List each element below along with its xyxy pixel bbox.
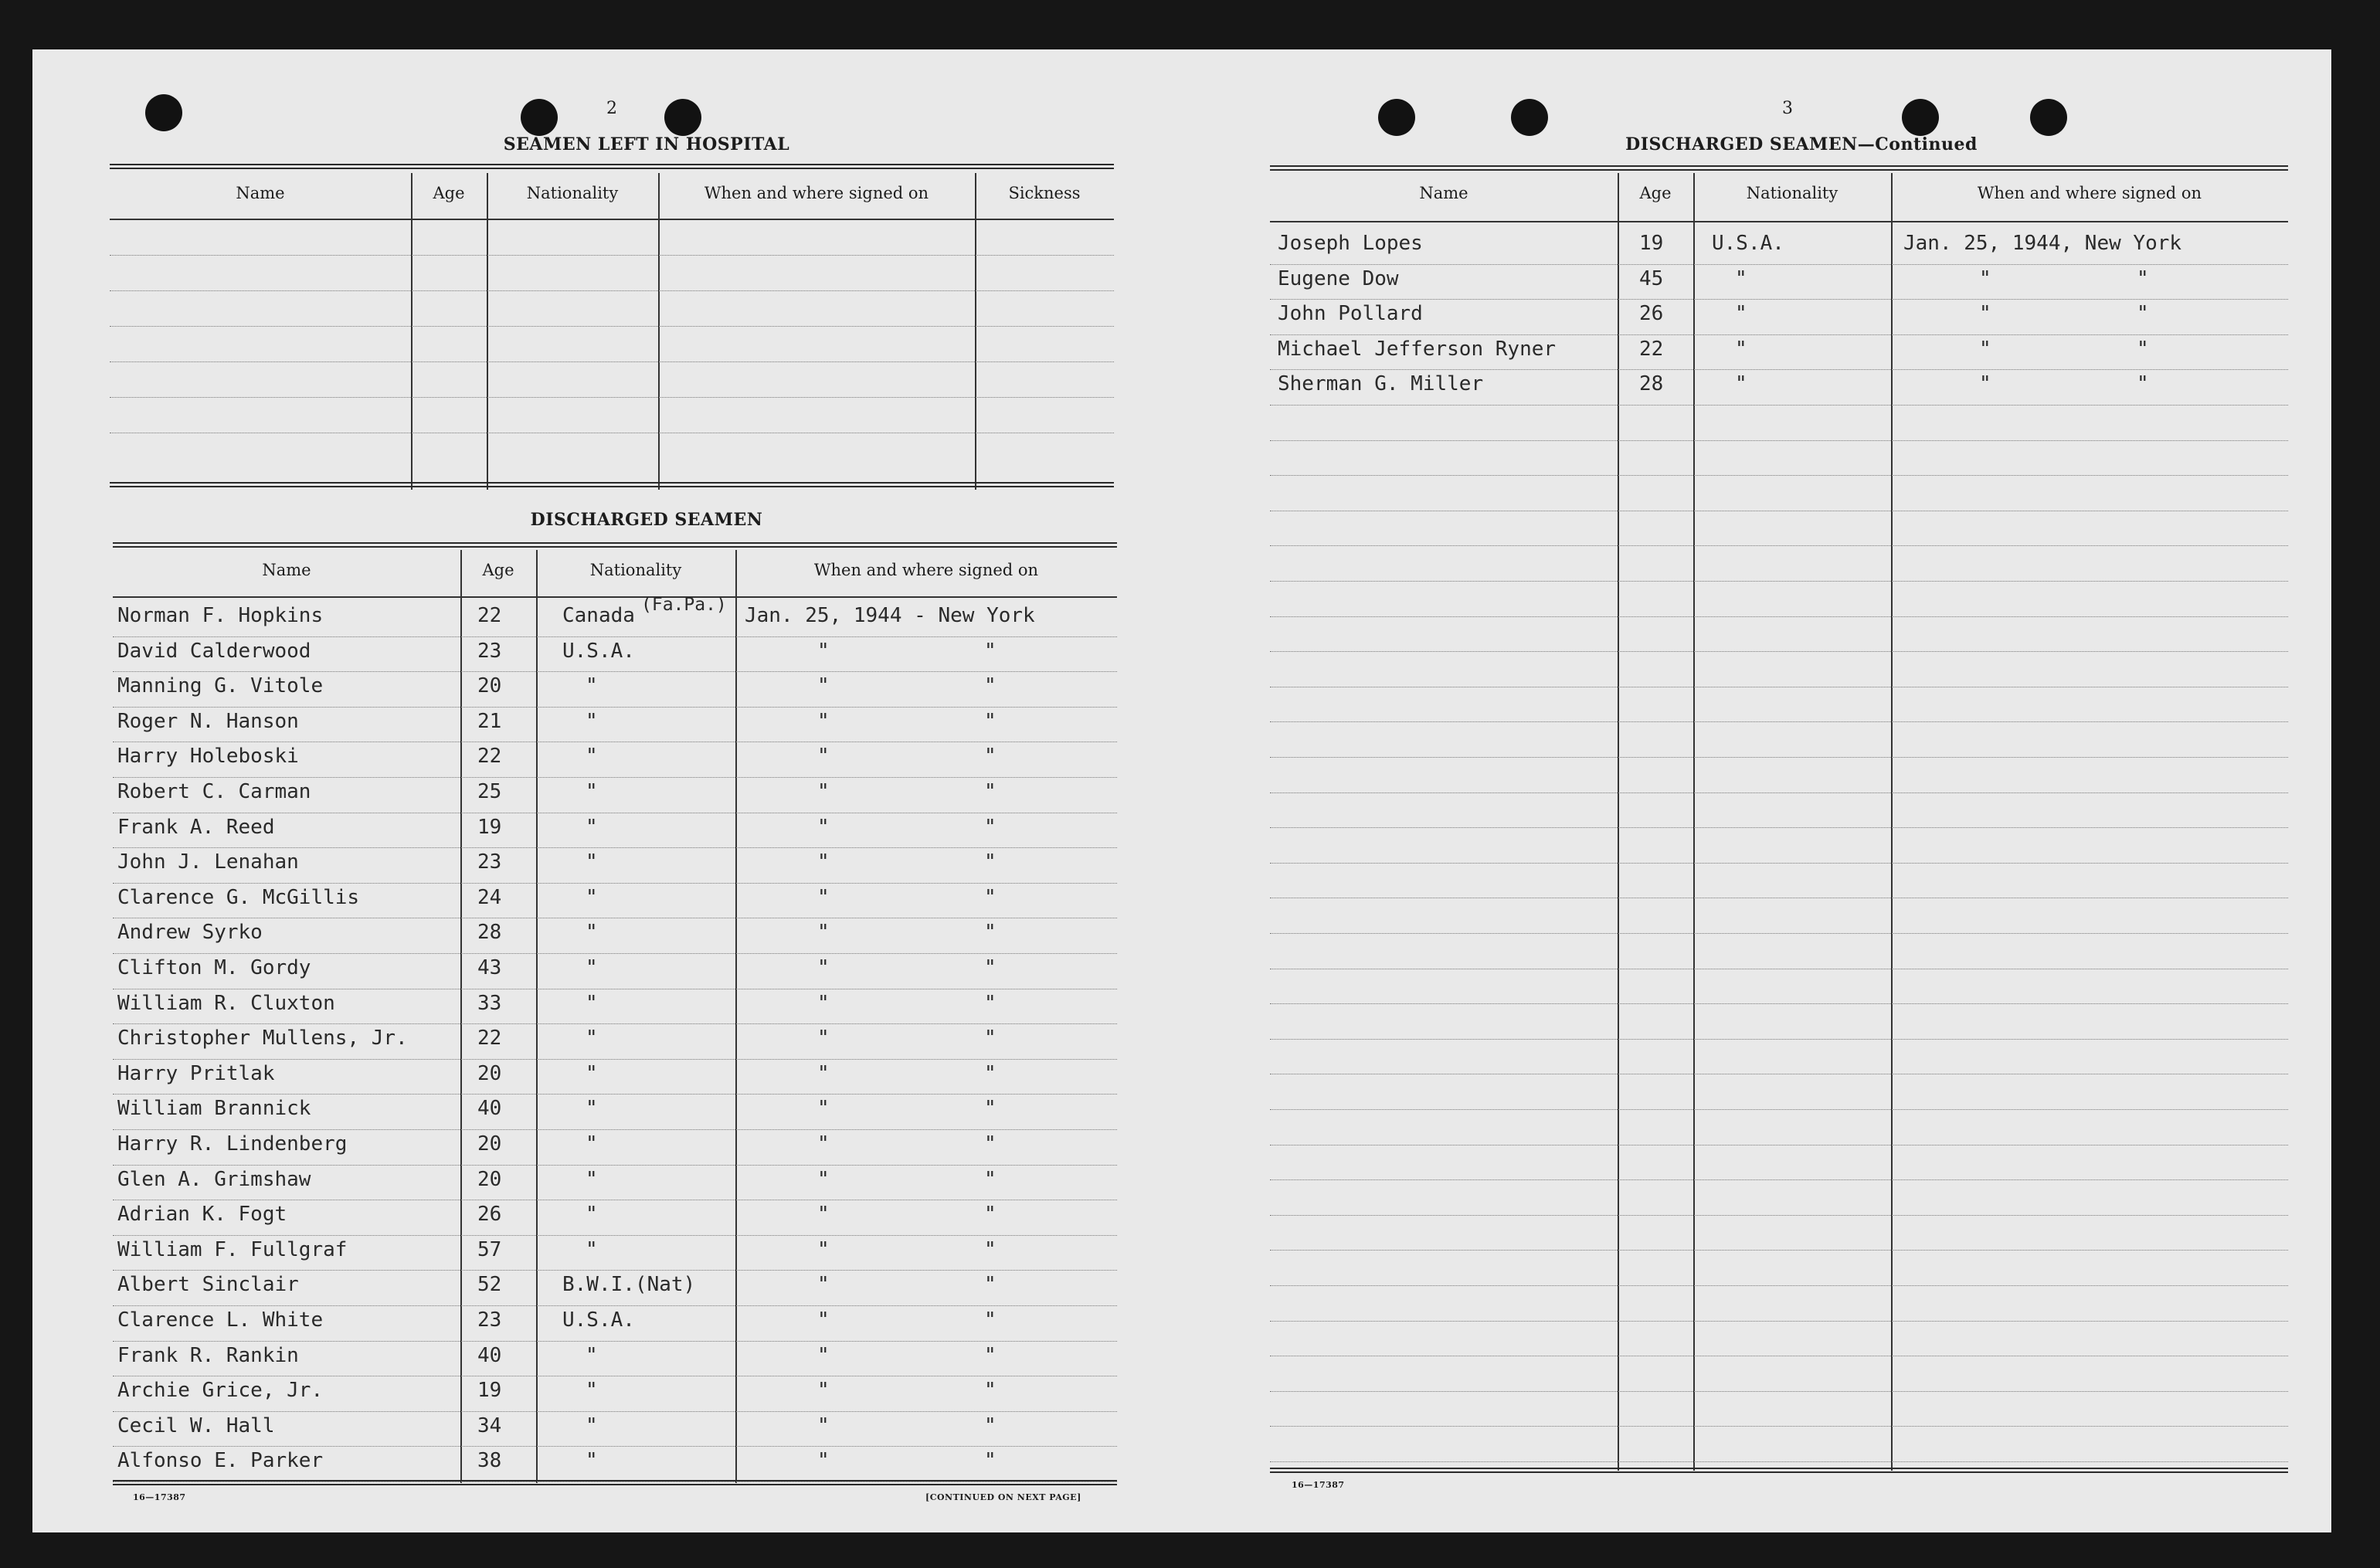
dotted-line	[113, 953, 1117, 954]
seaman-nationality: "	[586, 709, 598, 733]
seaman-nationality: "	[586, 1379, 598, 1403]
signed-on-place: "	[984, 1061, 996, 1085]
seaman-name: Clarence L. White	[117, 1308, 324, 1332]
signed-on-date: "	[817, 1449, 830, 1473]
seaman-nationality: "	[586, 780, 598, 803]
seaman-age: 38	[477, 1449, 502, 1473]
seaman-nationality: U.S.A.	[1712, 232, 1784, 255]
header-rule	[113, 596, 1117, 598]
signed-on-date: "	[817, 885, 830, 909]
seaman-nationality: "	[586, 1414, 598, 1437]
seaman-age: 22	[477, 604, 502, 627]
dotted-line	[1270, 651, 2288, 652]
dotted-line	[110, 255, 1114, 256]
column-header-name: Name	[1419, 184, 1468, 202]
signed-on-place: "	[2137, 302, 2149, 326]
seaman-nationality: "	[586, 745, 598, 769]
seaman-age: 19	[477, 815, 502, 839]
dotted-line	[1270, 721, 2288, 722]
dotted-line	[110, 397, 1114, 398]
seaman-name: Roger N. Hanson	[117, 709, 299, 733]
dotted-line	[113, 1023, 1117, 1024]
dotted-line	[1270, 1215, 2288, 1216]
seaman-name: Frank R. Rankin	[117, 1343, 299, 1367]
column-divider	[487, 173, 488, 490]
seaman-name: Clarence G. McGillis	[117, 885, 360, 909]
dotted-line	[1270, 440, 2288, 441]
column-header-name: Name	[236, 184, 285, 202]
dotted-line	[1270, 933, 2288, 934]
seaman-age: 19	[1639, 232, 1664, 255]
continued-note: [CONTINUED ON NEXT PAGE]	[925, 1492, 1081, 1502]
seaman-name: Eugene Dow	[1278, 266, 1399, 290]
seaman-age: 19	[477, 1379, 502, 1403]
dotted-line	[1270, 334, 2288, 335]
seaman-name: Clifton M. Gordy	[117, 956, 311, 979]
dotted-line	[1270, 757, 2288, 758]
column-header-nationality: Nationality	[1746, 184, 1838, 202]
seaman-nationality: "	[586, 674, 598, 698]
signed-on-date: "	[817, 1061, 830, 1085]
signed-on-place: "	[984, 709, 996, 733]
seaman-age: 22	[477, 745, 502, 769]
column-header-signed-on: When and where signed on	[813, 561, 1039, 579]
dotted-line	[113, 1341, 1117, 1342]
right-page	[1176, 49, 2331, 1532]
seaman-age: 26	[477, 1203, 502, 1227]
dotted-line	[1270, 545, 2288, 546]
dotted-line	[113, 1059, 1117, 1060]
double-rule	[110, 482, 1114, 487]
signed-on-date: "	[817, 956, 830, 979]
signed-on-date: "	[817, 1308, 830, 1332]
seaman-nationality: "	[586, 850, 598, 874]
seaman-age: 22	[1639, 337, 1664, 361]
signed-on-place: "	[984, 639, 996, 663]
dotted-line	[1270, 616, 2288, 617]
column-divider	[735, 550, 737, 1483]
punch-hole	[1902, 99, 1939, 136]
seaman-name: William F. Fullgraf	[117, 1237, 348, 1261]
signed-on-date: "	[817, 1027, 830, 1050]
seaman-age: 28	[1639, 372, 1664, 396]
seaman-name: William Brannick	[117, 1097, 311, 1121]
column-header-sickness: Sickness	[1008, 184, 1081, 202]
seaman-age: 33	[477, 991, 502, 1015]
header-rule	[1270, 221, 2288, 222]
double-rule	[113, 542, 1117, 548]
signed-on-date: "	[817, 745, 830, 769]
signed-on-place: "	[984, 885, 996, 909]
signed-on-date: "	[817, 709, 830, 733]
punch-hole	[145, 94, 182, 131]
seaman-name: Harry Holeboski	[117, 745, 299, 769]
column-header-age: Age	[1639, 184, 1672, 202]
dotted-line	[113, 883, 1117, 884]
seaman-name: Joseph Lopes	[1278, 232, 1423, 255]
dotted-line	[110, 290, 1114, 291]
dotted-line	[1270, 1179, 2288, 1180]
column-divider	[1693, 173, 1695, 1471]
signed-on-place: "	[984, 921, 996, 945]
seaman-age: 20	[477, 1132, 502, 1156]
seaman-name: Robert C. Carman	[117, 780, 311, 803]
seaman-name: William R. Cluxton	[117, 991, 335, 1015]
seaman-name: Norman F. Hopkins	[117, 604, 324, 627]
seaman-nationality: "	[586, 921, 598, 945]
seaman-name: John Pollard	[1278, 302, 1423, 326]
signed-on-date: "	[817, 674, 830, 698]
signed-on-place: "	[984, 850, 996, 874]
signed-on-date: Jan. 25, 1944 - New York	[745, 604, 1035, 627]
page-number: 2	[606, 99, 617, 118]
signed-on-place: "	[984, 956, 996, 979]
page-number: 3	[1782, 99, 1793, 118]
signed-on-date: "	[1979, 372, 1991, 396]
signed-on-place: "	[984, 815, 996, 839]
dotted-line	[1270, 863, 2288, 864]
signed-on-place: "	[984, 1379, 996, 1403]
seaman-age: 28	[477, 921, 502, 945]
seaman-nationality: Canada	[562, 604, 635, 627]
seaman-age: 52	[477, 1273, 502, 1297]
seaman-age: 23	[477, 850, 502, 874]
double-rule	[1270, 165, 2288, 171]
signed-on-date: "	[817, 1167, 830, 1191]
nationality-note: (Fa.Pa.)	[641, 595, 727, 615]
signed-on-place: "	[984, 780, 996, 803]
signed-on-date: "	[817, 1237, 830, 1261]
seaman-age: 25	[477, 780, 502, 803]
seaman-age: 43	[477, 956, 502, 979]
hospital-section-title: SEAMEN LEFT IN HOSPITAL	[503, 134, 790, 154]
seaman-name: Michael Jefferson Ryner	[1278, 337, 1557, 361]
seaman-name: Archie Grice, Jr.	[117, 1379, 324, 1403]
dotted-line	[113, 777, 1117, 778]
dotted-line	[113, 1235, 1117, 1236]
signed-on-place: "	[984, 674, 996, 698]
signed-on-place: "	[2137, 337, 2149, 361]
seaman-nationality: "	[586, 1237, 598, 1261]
seaman-nationality: "	[586, 1203, 598, 1227]
column-header-nationality: Nationality	[526, 184, 619, 202]
dotted-line	[1270, 1426, 2288, 1427]
page-title	[1585, 134, 2018, 154]
seaman-nationality: "	[586, 1167, 598, 1191]
seaman-age: 22	[477, 1027, 502, 1050]
dotted-line	[1270, 264, 2288, 265]
seaman-age: 21	[477, 709, 502, 733]
column-divider	[460, 550, 462, 1483]
seaman-nationality: "	[1735, 302, 1747, 326]
column-header-signed-on: When and where signed on	[704, 184, 929, 202]
signed-on-place: "	[984, 1237, 996, 1261]
signed-on-date: "	[817, 1379, 830, 1403]
column-divider	[1618, 173, 1619, 1471]
seaman-name: Albert Sinclair	[117, 1273, 299, 1297]
dotted-line	[113, 1165, 1117, 1166]
double-rule	[113, 1480, 1117, 1485]
seaman-nationality: "	[586, 956, 598, 979]
dotted-line	[113, 1094, 1117, 1095]
dotted-line	[1270, 369, 2288, 370]
signed-on-date: "	[1979, 266, 1991, 290]
column-header-nationality: Nationality	[589, 561, 682, 579]
seaman-nationality: "	[586, 1343, 598, 1367]
signed-on-place: "	[2137, 266, 2149, 290]
seaman-age: 34	[477, 1414, 502, 1437]
seaman-nationality: "	[1735, 372, 1747, 396]
signed-on-place: "	[984, 1414, 996, 1437]
column-header-age: Age	[482, 561, 514, 579]
header-rule	[110, 219, 1114, 220]
seaman-nationality: B.W.I.(Nat)	[562, 1273, 696, 1297]
column-divider	[658, 173, 660, 490]
column-header-age: Age	[433, 184, 465, 202]
signed-on-date: "	[817, 991, 830, 1015]
signed-on-place: "	[984, 1132, 996, 1156]
seaman-age: 57	[477, 1237, 502, 1261]
double-rule	[1270, 1468, 2288, 1473]
seaman-nationality: "	[586, 1027, 598, 1050]
dotted-line	[1270, 475, 2288, 476]
dotted-line	[1270, 1250, 2288, 1251]
signed-on-place: "	[984, 1203, 996, 1227]
seaman-nationality: "	[586, 991, 598, 1015]
double-rule	[110, 164, 1114, 169]
seaman-age: 40	[477, 1343, 502, 1367]
form-number: 16—17387	[1292, 1480, 1345, 1490]
left-page	[32, 49, 1176, 1532]
seaman-nationality: "	[586, 815, 598, 839]
signed-on-date: "	[817, 780, 830, 803]
dotted-line	[1270, 792, 2288, 793]
seaman-name: Adrian K. Fogt	[117, 1203, 287, 1227]
seaman-name: Andrew Syrko	[117, 921, 263, 945]
seaman-age: 26	[1639, 302, 1664, 326]
dotted-line	[113, 1305, 1117, 1306]
seaman-name: Harry Pritlak	[117, 1061, 275, 1085]
punch-hole	[1378, 99, 1415, 136]
seaman-nationality: U.S.A.	[562, 1308, 635, 1332]
signed-on-place: "	[984, 1097, 996, 1121]
signed-on-place: "	[984, 991, 996, 1015]
dotted-line	[113, 1270, 1117, 1271]
seaman-name: John J. Lenahan	[117, 850, 299, 874]
dotted-line	[113, 707, 1117, 708]
column-header-name: Name	[262, 561, 311, 579]
signed-on-place: "	[984, 1449, 996, 1473]
dotted-line	[1270, 1285, 2288, 1286]
seaman-nationality: "	[586, 885, 598, 909]
seaman-name: David Calderwood	[117, 639, 311, 663]
signed-on-place: "	[984, 745, 996, 769]
punch-hole	[1511, 99, 1548, 136]
seaman-age: 20	[477, 1167, 502, 1191]
dotted-line	[1270, 1391, 2288, 1392]
column-divider	[1891, 173, 1893, 1471]
dotted-line	[1270, 1003, 2288, 1004]
signed-on-date: "	[817, 639, 830, 663]
seaman-age: 20	[477, 674, 502, 698]
dotted-line	[113, 671, 1117, 672]
seaman-name: Manning G. Vitole	[117, 674, 324, 698]
signed-on-date: "	[817, 1097, 830, 1121]
signed-on-place: "	[2137, 372, 2149, 396]
seaman-age: 23	[477, 1308, 502, 1332]
signed-on-place: "	[984, 1027, 996, 1050]
signed-on-place: "	[984, 1273, 996, 1297]
column-header-signed-on: When and where signed on	[1977, 184, 2202, 202]
seaman-age: 20	[477, 1061, 502, 1085]
seaman-age: 40	[477, 1097, 502, 1121]
dotted-line	[113, 636, 1117, 637]
signed-on-place: "	[984, 1308, 996, 1332]
dotted-line	[1270, 1461, 2288, 1462]
dotted-line	[110, 326, 1114, 327]
seaman-age: 24	[477, 885, 502, 909]
dotted-line	[110, 361, 1114, 362]
form-number: 16—17387	[133, 1492, 186, 1502]
dotted-line	[113, 1411, 1117, 1412]
page-title-suffix: —Continued	[1857, 134, 1978, 154]
signed-on-date: "	[817, 1273, 830, 1297]
dotted-line	[113, 847, 1117, 848]
seaman-name: Frank A. Reed	[117, 815, 275, 839]
signed-on-place: "	[984, 1343, 996, 1367]
column-divider	[975, 173, 976, 490]
seaman-name: Harry R. Lindenberg	[117, 1132, 348, 1156]
signed-on-date: "	[817, 1132, 830, 1156]
dotted-line	[1270, 1039, 2288, 1040]
seaman-name: Cecil W. Hall	[117, 1414, 275, 1437]
seaman-nationality: "	[586, 1449, 598, 1473]
signed-on-place: "	[984, 1167, 996, 1191]
dotted-line	[1270, 1321, 2288, 1322]
seaman-nationality: U.S.A.	[562, 639, 635, 663]
signed-on-date: "	[817, 850, 830, 874]
seaman-nationality: "	[1735, 337, 1747, 361]
signed-on-date: "	[817, 1414, 830, 1437]
dotted-line	[113, 1129, 1117, 1130]
seaman-nationality: "	[1735, 266, 1747, 290]
signed-on-date: "	[817, 1203, 830, 1227]
seaman-name: Christopher Mullens, Jr.	[117, 1027, 408, 1050]
punch-hole	[2030, 99, 2067, 136]
dotted-line	[1270, 299, 2288, 300]
dotted-line	[1270, 1109, 2288, 1110]
signed-on-date: "	[817, 815, 830, 839]
signed-on-date: "	[1979, 302, 1991, 326]
seaman-name: Alfonso E. Parker	[117, 1449, 324, 1473]
page-title-main: DISCHARGED SEAMEN	[1625, 134, 1858, 154]
column-divider	[411, 173, 413, 490]
dotted-line	[1270, 405, 2288, 406]
dotted-line	[1270, 827, 2288, 828]
seaman-age: 23	[477, 639, 502, 663]
seaman-name: Glen A. Grimshaw	[117, 1167, 311, 1191]
punch-hole	[664, 99, 701, 136]
seaman-nationality: "	[586, 1097, 598, 1121]
dotted-line	[1270, 581, 2288, 582]
column-divider	[536, 550, 538, 1483]
seaman-name: Sherman G. Miller	[1278, 372, 1484, 396]
seaman-nationality: "	[586, 1061, 598, 1085]
signed-on-date: "	[817, 921, 830, 945]
signed-on-date: "	[817, 1343, 830, 1367]
dotted-line	[113, 1446, 1117, 1447]
signed-on-date: Jan. 25, 1944, New York	[1903, 232, 2182, 255]
seaman-nationality: "	[586, 1132, 598, 1156]
seaman-age: 45	[1639, 266, 1664, 290]
punch-hole	[521, 99, 558, 136]
signed-on-date: "	[1979, 337, 1991, 361]
discharged-section-title: DISCHARGED SEAMEN	[530, 510, 763, 530]
